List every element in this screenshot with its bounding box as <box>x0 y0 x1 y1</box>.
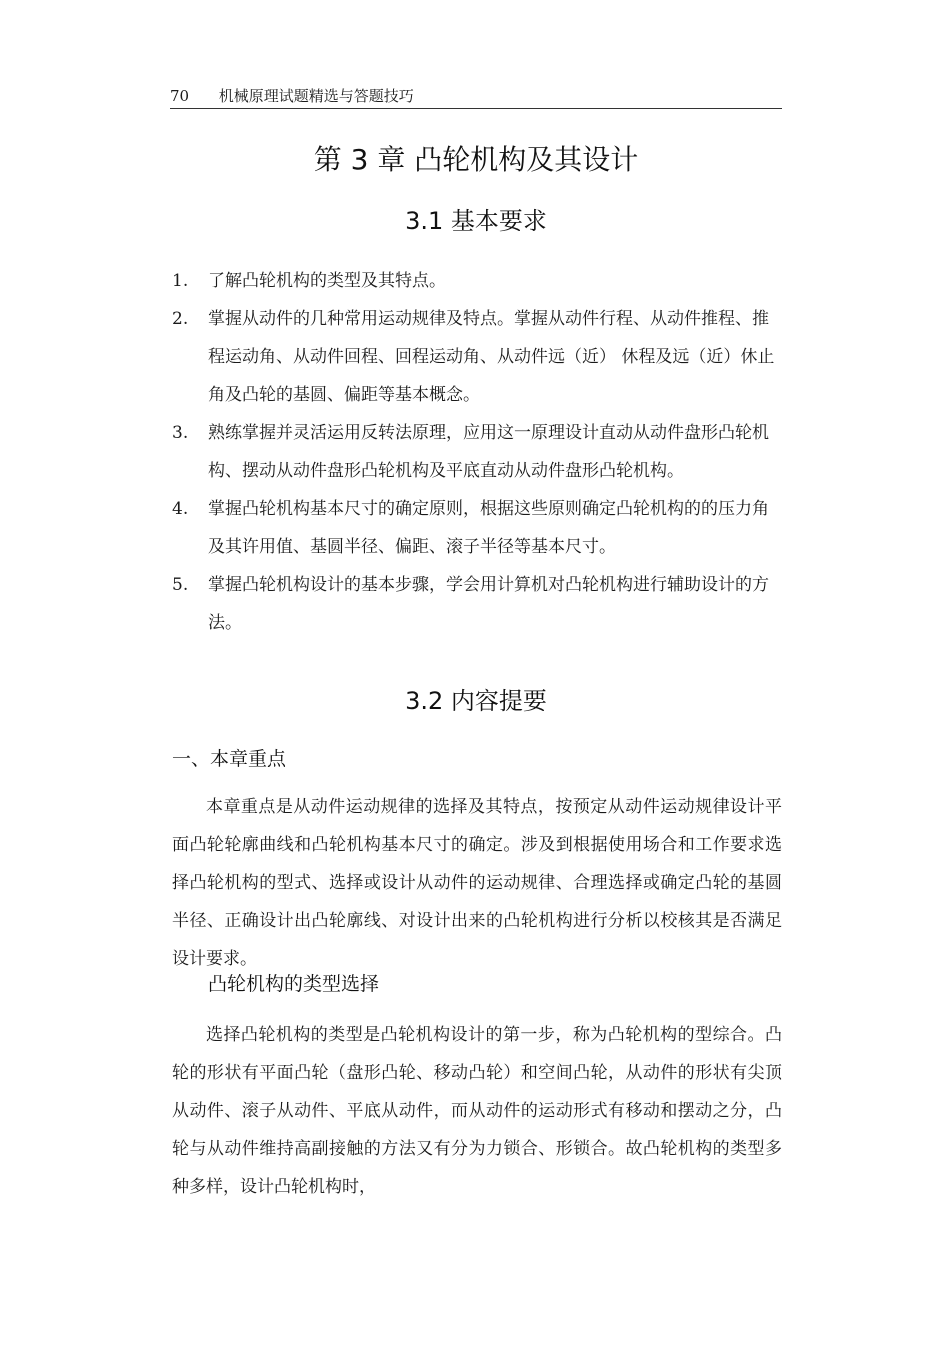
subsection-title-key-points: 一、本章重点 <box>172 748 287 770</box>
section-title-content-summary: 3.2 内容提要 <box>405 687 547 715</box>
book-title: 机械原理试题精选与答题技巧 <box>218 87 414 105</box>
running-header <box>170 86 782 109</box>
list-item-number: 1. <box>172 271 189 291</box>
list-item-number: 5. <box>172 575 189 595</box>
list-item-number: 4. <box>172 499 189 519</box>
list-item-text: 掌握从动件的几种常用运动规律及特点。掌握从动件行程、从动件推程、推程运动角、从动件回程、回程运动角、从动件远（近） 休程及远（近）休止角及凸轮的基圆、偏距等基本概念。 <box>208 309 775 405</box>
list-item <box>172 566 782 642</box>
list-item <box>172 262 782 300</box>
key-points-paragraph: 本章重点是从动件运动规律的选择及其特点，按预定从动件运动规律设计平面凸轮轮廓曲线和凸轮机构基本尺寸的确定。涉及到根据使用场合和工作要求选择凸轮机构的型式、选择或设计从动件的运动规律、合理选择或确定凸轮的基圆半径、正确设计出凸轮廓线、对设计出来的凸轮机构进行分析以校核其是否满足设计要求。 <box>172 797 782 969</box>
list-item <box>172 300 782 414</box>
type-selection-paragraph: 选择凸轮机构的类型是凸轮机构设计的第一步，称为凸轮机构的型综合。凸轮的形状有平面凸轮（盘形凸轮、移动凸轮）和空间凸轮，从动件的形状有尖顶从动件、滚子从动件、平底从动件，而从动件的运动形式有移动和摆动之分，凸轮与从动件维持高副接触的方法又有分为力锁合、形锁合。故凸轮机构的类型多种多样，设计凸轮机构时， <box>172 1025 782 1197</box>
list-item-text: 掌握凸轮机构基本尺寸的确定原则，根据这些原则确定凸轮机构的的压力角及其许用值、基圆半径、偏距、滚子半径等基本尺寸。 <box>208 499 769 557</box>
subsection-title-type-selection: 凸轮机构的类型选择 <box>208 973 380 995</box>
list-item-text: 了解凸轮机构的类型及其特点。 <box>208 271 446 291</box>
list-item-text: 熟练掌握并灵活运用反转法原理，应用这一原理设计直动从动件盘形凸轮机构、摆动从动件盘形凸轮机构及平底直动从动件盘形凸轮机构。 <box>208 423 769 481</box>
requirements-list <box>172 262 782 642</box>
section-title-basic-requirements: 3.1 基本要求 <box>405 207 547 235</box>
chapter-title: 第 3 章 凸轮机构及其设计 <box>313 143 639 176</box>
page-number: 70 <box>170 87 190 105</box>
list-item <box>172 490 782 566</box>
list-item-number: 2. <box>172 309 189 329</box>
list-item-text: 掌握凸轮机构设计的基本步骤，学会用计算机对凸轮机构进行辅助设计的方法。 <box>208 575 769 633</box>
list-item <box>172 414 782 490</box>
list-item-number: 3. <box>172 423 189 443</box>
